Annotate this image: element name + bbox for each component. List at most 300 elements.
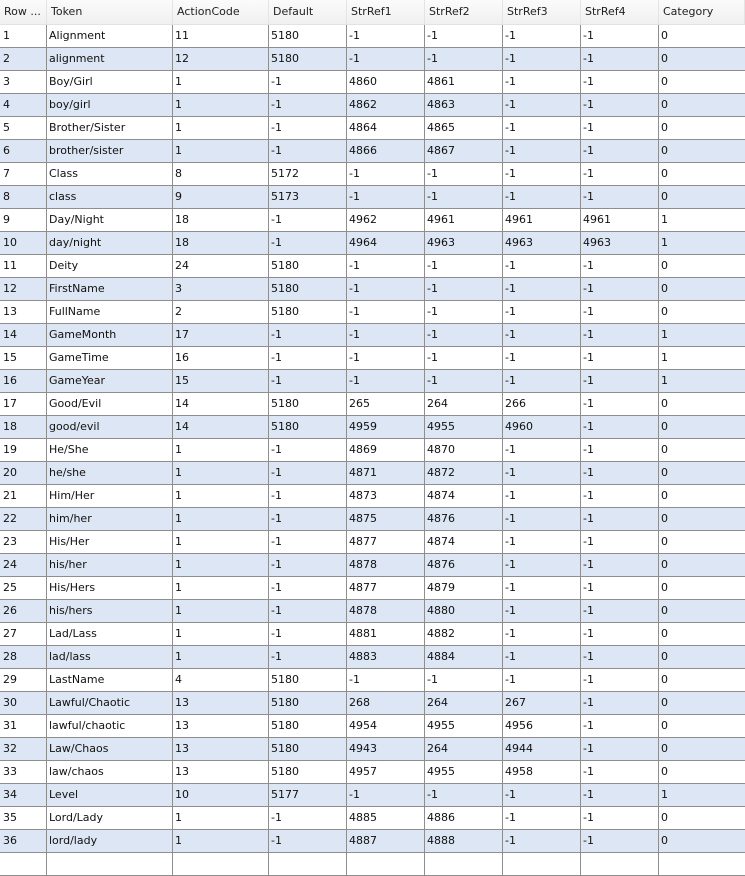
strref4-cell[interactable]: -1 <box>581 416 659 438</box>
default-cell[interactable]: -1 <box>269 140 347 162</box>
table-row[interactable] <box>0 761 745 784</box>
column-header-strref2[interactable]: StrRef2 <box>425 0 503 24</box>
strref1-cell[interactable]: 4885 <box>347 807 425 829</box>
column-header-token[interactable]: Token <box>47 0 173 24</box>
actioncode-cell[interactable]: 2 <box>173 301 269 323</box>
row-number-cell[interactable]: 15 <box>0 347 47 369</box>
strref4-cell[interactable]: -1 <box>581 347 659 369</box>
category-cell[interactable]: 0 <box>661 443 668 456</box>
strref2-cell[interactable]: -1 <box>425 48 503 70</box>
default-cell[interactable]: 5180 <box>269 669 347 691</box>
table-row[interactable] <box>0 347 745 370</box>
strref2-cell[interactable]: 4870 <box>425 439 503 461</box>
category-cell[interactable]: 1 <box>661 788 668 801</box>
strref1-cell[interactable]: 4883 <box>347 646 425 668</box>
row-number-cell[interactable]: 11 <box>0 255 47 277</box>
strref2-cell[interactable]: 4867 <box>425 140 503 162</box>
row-number-cell[interactable]: 1 <box>0 25 47 47</box>
table-row[interactable] <box>0 439 745 462</box>
strref2-cell[interactable]: -1 <box>425 186 503 208</box>
strref2-cell[interactable]: -1 <box>425 301 503 323</box>
token-cell[interactable]: Level <box>47 784 173 806</box>
category-cell[interactable]: 0 <box>661 98 668 111</box>
token-cell[interactable]: law/chaos <box>47 761 173 783</box>
default-cell[interactable]: -1 <box>269 531 347 553</box>
category-cell[interactable]: 0 <box>661 742 668 755</box>
strref1-cell[interactable]: -1 <box>347 48 425 70</box>
token-cell[interactable]: Brother/Sister <box>47 117 173 139</box>
category-cell[interactable]: 0 <box>661 397 668 410</box>
default-cell[interactable]: -1 <box>269 462 347 484</box>
default-cell[interactable]: 5180 <box>269 278 347 300</box>
category-cell[interactable]: 0 <box>661 512 668 525</box>
strref4-cell[interactable]: -1 <box>581 508 659 530</box>
table-row[interactable] <box>0 462 745 485</box>
strref2-cell[interactable]: -1 <box>425 324 503 346</box>
actioncode-cell[interactable]: 1 <box>173 71 269 93</box>
token-cell[interactable]: his/hers <box>47 600 173 622</box>
default-cell[interactable]: -1 <box>269 830 347 852</box>
default-cell[interactable]: 5180 <box>269 25 347 47</box>
strref2-cell[interactable]: -1 <box>425 370 503 392</box>
table-row[interactable] <box>0 25 745 48</box>
table-row[interactable] <box>0 163 745 186</box>
strref2-cell[interactable]: 264 <box>425 393 503 415</box>
actioncode-cell[interactable]: 4 <box>173 669 269 691</box>
table-row[interactable] <box>0 784 745 807</box>
actioncode-cell[interactable]: 1 <box>173 462 269 484</box>
actioncode-cell[interactable]: 1 <box>173 439 269 461</box>
token-cell[interactable]: lawful/chaotic <box>47 715 173 737</box>
token-cell[interactable]: he/she <box>47 462 173 484</box>
strref2-cell[interactable]: 4886 <box>425 807 503 829</box>
actioncode-cell[interactable]: 17 <box>173 324 269 346</box>
strref4-cell[interactable]: -1 <box>581 278 659 300</box>
category-cell[interactable]: 0 <box>661 420 668 433</box>
strref1-cell[interactable]: -1 <box>347 347 425 369</box>
table-row[interactable] <box>0 531 745 554</box>
token-cell[interactable]: Alignment <box>47 25 173 47</box>
row-number-cell[interactable]: 14 <box>0 324 47 346</box>
token-cell[interactable] <box>47 853 173 875</box>
category-cell[interactable]: 0 <box>661 834 668 847</box>
strref3-cell[interactable]: -1 <box>503 94 581 116</box>
default-cell[interactable]: 5180 <box>269 255 347 277</box>
strref2-cell[interactable]: 4963 <box>425 232 503 254</box>
row-number-cell[interactable]: 16 <box>0 370 47 392</box>
strref2-cell[interactable]: 4882 <box>425 623 503 645</box>
default-cell[interactable]: -1 <box>269 117 347 139</box>
actioncode-cell[interactable]: 1 <box>173 807 269 829</box>
strref3-cell[interactable]: -1 <box>503 623 581 645</box>
table-row[interactable] <box>0 48 745 71</box>
table-row[interactable] <box>0 278 745 301</box>
strref4-cell[interactable]: -1 <box>581 25 659 47</box>
strref2-cell[interactable]: -1 <box>425 25 503 47</box>
default-cell[interactable]: -1 <box>269 508 347 530</box>
strref3-cell[interactable]: -1 <box>503 508 581 530</box>
strref1-cell[interactable]: -1 <box>347 186 425 208</box>
row-number-cell[interactable]: 24 <box>0 554 47 576</box>
row-number-cell[interactable]: 33 <box>0 761 47 783</box>
strref4-cell[interactable]: -1 <box>581 324 659 346</box>
actioncode-cell[interactable]: 13 <box>173 761 269 783</box>
strref1-cell[interactable] <box>347 853 425 875</box>
strref2-cell[interactable]: 264 <box>425 738 503 760</box>
category-cell[interactable]: 0 <box>661 650 668 663</box>
row-number-cell[interactable]: 4 <box>0 94 47 116</box>
column-header-default[interactable]: Default <box>269 0 347 24</box>
strref1-cell[interactable]: -1 <box>347 669 425 691</box>
strref4-cell[interactable]: -1 <box>581 370 659 392</box>
strref2-cell[interactable]: 4879 <box>425 577 503 599</box>
strref2-cell[interactable]: 4884 <box>425 646 503 668</box>
actioncode-cell[interactable]: 18 <box>173 232 269 254</box>
strref1-cell[interactable]: 4878 <box>347 600 425 622</box>
category-cell[interactable]: 0 <box>661 75 668 88</box>
strref1-cell[interactable]: 4943 <box>347 738 425 760</box>
strref2-cell[interactable]: -1 <box>425 278 503 300</box>
token-cell[interactable]: Class <box>47 163 173 185</box>
table-row[interactable] <box>0 508 745 531</box>
strref3-cell[interactable]: -1 <box>503 370 581 392</box>
row-number-cell[interactable]: 36 <box>0 830 47 852</box>
table-row[interactable] <box>0 324 745 347</box>
table-row[interactable] <box>0 646 745 669</box>
default-cell[interactable]: 5180 <box>269 301 347 323</box>
strref4-cell[interactable]: -1 <box>581 761 659 783</box>
row-number-cell[interactable]: 2 <box>0 48 47 70</box>
token-cell[interactable]: FullName <box>47 301 173 323</box>
default-cell[interactable]: -1 <box>269 485 347 507</box>
strref2-cell[interactable]: 4961 <box>425 209 503 231</box>
strref3-cell[interactable]: -1 <box>503 600 581 622</box>
strref2-cell[interactable]: -1 <box>425 784 503 806</box>
default-cell[interactable]: 5180 <box>269 738 347 760</box>
strref3-cell[interactable]: 4960 <box>503 416 581 438</box>
strref1-cell[interactable]: -1 <box>347 784 425 806</box>
strref1-cell[interactable]: 4877 <box>347 577 425 599</box>
strref4-cell[interactable]: -1 <box>581 140 659 162</box>
strref1-cell[interactable]: 4871 <box>347 462 425 484</box>
strref3-cell[interactable]: -1 <box>503 117 581 139</box>
table-row[interactable] <box>0 623 745 646</box>
table-row[interactable] <box>0 301 745 324</box>
row-number-cell[interactable]: 28 <box>0 646 47 668</box>
strref1-cell[interactable]: 4878 <box>347 554 425 576</box>
strref4-cell[interactable]: -1 <box>581 301 659 323</box>
category-cell[interactable]: 0 <box>661 282 668 295</box>
default-cell[interactable]: -1 <box>269 554 347 576</box>
strref1-cell[interactable]: -1 <box>347 301 425 323</box>
column-header-strref4[interactable]: StrRef4 <box>581 0 659 24</box>
category-cell[interactable]: 0 <box>661 558 668 571</box>
token-cell[interactable]: His/Hers <box>47 577 173 599</box>
row-number-cell[interactable]: 7 <box>0 163 47 185</box>
token-cell[interactable]: Deity <box>47 255 173 277</box>
actioncode-cell[interactable]: 16 <box>173 347 269 369</box>
strref4-cell[interactable]: 4961 <box>581 209 659 231</box>
category-cell[interactable]: 0 <box>661 696 668 709</box>
strref4-cell[interactable]: -1 <box>581 692 659 714</box>
strref3-cell[interactable]: -1 <box>503 531 581 553</box>
default-cell[interactable]: -1 <box>269 94 347 116</box>
strref1-cell[interactable]: -1 <box>347 324 425 346</box>
actioncode-cell[interactable]: 1 <box>173 94 269 116</box>
token-cell[interactable]: him/her <box>47 508 173 530</box>
default-cell[interactable]: 5177 <box>269 784 347 806</box>
strref4-cell[interactable]: -1 <box>581 117 659 139</box>
row-number-cell[interactable]: 12 <box>0 278 47 300</box>
strref3-cell[interactable]: -1 <box>503 439 581 461</box>
strref3-cell[interactable]: -1 <box>503 186 581 208</box>
strref1-cell[interactable]: 4869 <box>347 439 425 461</box>
strref3-cell[interactable]: -1 <box>503 646 581 668</box>
row-number-cell[interactable]: 27 <box>0 623 47 645</box>
strref3-cell[interactable]: -1 <box>503 140 581 162</box>
strref2-cell[interactable]: 4880 <box>425 600 503 622</box>
actioncode-cell[interactable]: 15 <box>173 370 269 392</box>
row-number-cell[interactable]: 29 <box>0 669 47 691</box>
strref3-cell[interactable]: 4958 <box>503 761 581 783</box>
token-cell[interactable]: boy/girl <box>47 94 173 116</box>
category-cell[interactable]: 1 <box>661 328 668 341</box>
actioncode-cell[interactable]: 11 <box>173 25 269 47</box>
column-header-actioncode[interactable]: ActionCode <box>173 0 269 24</box>
row-number-cell[interactable]: 18 <box>0 416 47 438</box>
strref2-cell[interactable]: 4876 <box>425 508 503 530</box>
actioncode-cell[interactable]: 1 <box>173 830 269 852</box>
strref3-cell[interactable]: 267 <box>503 692 581 714</box>
row-number-cell[interactable]: 32 <box>0 738 47 760</box>
actioncode-cell[interactable]: 1 <box>173 600 269 622</box>
strref2-cell[interactable]: 4861 <box>425 71 503 93</box>
strref1-cell[interactable]: -1 <box>347 278 425 300</box>
row-number-cell[interactable]: 9 <box>0 209 47 231</box>
actioncode-cell[interactable]: 24 <box>173 255 269 277</box>
row-number-cell[interactable]: 34 <box>0 784 47 806</box>
strref3-cell[interactable]: 266 <box>503 393 581 415</box>
strref1-cell[interactable]: 4959 <box>347 416 425 438</box>
token-cell[interactable]: Lad/Lass <box>47 623 173 645</box>
table-row[interactable] <box>0 830 745 853</box>
strref3-cell[interactable]: 4956 <box>503 715 581 737</box>
token-cell[interactable]: his/her <box>47 554 173 576</box>
token-cell[interactable]: Good/Evil <box>47 393 173 415</box>
strref2-cell[interactable]: -1 <box>425 669 503 691</box>
category-cell[interactable]: 0 <box>661 190 668 203</box>
row-number-cell[interactable]: 26 <box>0 600 47 622</box>
row-number-cell[interactable]: 17 <box>0 393 47 415</box>
strref4-cell[interactable]: -1 <box>581 623 659 645</box>
table-row[interactable] <box>0 140 745 163</box>
strref2-cell[interactable]: 4955 <box>425 761 503 783</box>
token-cell[interactable]: day/night <box>47 232 173 254</box>
token-cell[interactable]: His/Her <box>47 531 173 553</box>
strref2-cell[interactable]: 4874 <box>425 485 503 507</box>
strref3-cell[interactable]: 4944 <box>503 738 581 760</box>
default-cell[interactable]: 5172 <box>269 163 347 185</box>
default-cell[interactable]: -1 <box>269 209 347 231</box>
actioncode-cell[interactable] <box>173 853 269 875</box>
strref3-cell[interactable]: -1 <box>503 278 581 300</box>
token-cell[interactable]: lad/lass <box>47 646 173 668</box>
strref4-cell[interactable] <box>581 853 659 875</box>
column-header-row-number[interactable]: Row ... <box>0 0 47 24</box>
category-cell[interactable]: 0 <box>661 535 668 548</box>
strref3-cell[interactable]: -1 <box>503 669 581 691</box>
category-cell[interactable]: 0 <box>661 305 668 318</box>
strref4-cell[interactable]: -1 <box>581 738 659 760</box>
token-cell[interactable]: lord/lady <box>47 830 173 852</box>
actioncode-cell[interactable]: 1 <box>173 508 269 530</box>
strref4-cell[interactable]: -1 <box>581 393 659 415</box>
strref1-cell[interactable]: 4875 <box>347 508 425 530</box>
strref2-cell[interactable]: 4874 <box>425 531 503 553</box>
default-cell[interactable]: -1 <box>269 600 347 622</box>
strref1-cell[interactable]: 4862 <box>347 94 425 116</box>
strref3-cell[interactable]: -1 <box>503 577 581 599</box>
column-header-strref3[interactable]: StrRef3 <box>503 0 581 24</box>
strref3-cell[interactable]: 4963 <box>503 232 581 254</box>
table-row[interactable] <box>0 186 745 209</box>
strref3-cell[interactable]: -1 <box>503 462 581 484</box>
token-cell[interactable]: Him/Her <box>47 485 173 507</box>
actioncode-cell[interactable]: 14 <box>173 393 269 415</box>
table-row[interactable] <box>0 485 745 508</box>
table-row[interactable] <box>0 71 745 94</box>
strref1-cell[interactable]: 4860 <box>347 71 425 93</box>
strref3-cell[interactable]: -1 <box>503 25 581 47</box>
token-cell[interactable]: Lord/Lady <box>47 807 173 829</box>
table-row[interactable] <box>0 94 745 117</box>
strref2-cell[interactable]: -1 <box>425 255 503 277</box>
actioncode-cell[interactable]: 12 <box>173 48 269 70</box>
strref4-cell[interactable]: -1 <box>581 255 659 277</box>
strref2-cell[interactable]: -1 <box>425 347 503 369</box>
actioncode-cell[interactable]: 14 <box>173 416 269 438</box>
category-cell[interactable]: 0 <box>661 627 668 640</box>
actioncode-cell[interactable]: 10 <box>173 784 269 806</box>
token-cell[interactable]: Lawful/Chaotic <box>47 692 173 714</box>
row-number-cell[interactable]: 10 <box>0 232 47 254</box>
strref4-cell[interactable]: -1 <box>581 48 659 70</box>
category-cell[interactable]: 0 <box>661 144 668 157</box>
actioncode-cell[interactable]: 1 <box>173 140 269 162</box>
category-cell[interactable] <box>659 853 745 875</box>
strref3-cell[interactable]: -1 <box>503 255 581 277</box>
table-row[interactable] <box>0 577 745 600</box>
category-cell[interactable]: 1 <box>661 236 668 249</box>
strref4-cell[interactable]: -1 <box>581 646 659 668</box>
strref1-cell[interactable]: 4881 <box>347 623 425 645</box>
default-cell[interactable]: -1 <box>269 623 347 645</box>
table-row[interactable] <box>0 554 745 577</box>
category-cell[interactable]: 1 <box>661 351 668 364</box>
table-row[interactable] <box>0 669 745 692</box>
default-cell[interactable]: -1 <box>269 646 347 668</box>
strref4-cell[interactable]: -1 <box>581 715 659 737</box>
category-cell[interactable]: 0 <box>661 673 668 686</box>
token-cell[interactable]: alignment <box>47 48 173 70</box>
token-cell[interactable]: Law/Chaos <box>47 738 173 760</box>
strref4-cell[interactable]: -1 <box>581 163 659 185</box>
default-cell[interactable]: -1 <box>269 232 347 254</box>
column-header-category[interactable]: Category <box>659 0 745 24</box>
strref1-cell[interactable]: 4873 <box>347 485 425 507</box>
category-cell[interactable]: 0 <box>661 489 668 502</box>
strref1-cell[interactable]: 4957 <box>347 761 425 783</box>
token-cell[interactable]: Day/Night <box>47 209 173 231</box>
category-cell[interactable]: 0 <box>661 52 668 65</box>
actioncode-cell[interactable]: 13 <box>173 692 269 714</box>
category-cell[interactable]: 0 <box>661 466 668 479</box>
category-cell[interactable]: 0 <box>661 121 668 134</box>
strref2-cell[interactable] <box>425 853 503 875</box>
actioncode-cell[interactable]: 1 <box>173 623 269 645</box>
row-number-cell[interactable]: 30 <box>0 692 47 714</box>
table-row[interactable] <box>0 117 745 140</box>
actioncode-cell[interactable]: 1 <box>173 577 269 599</box>
strref4-cell[interactable]: -1 <box>581 186 659 208</box>
strref2-cell[interactable]: -1 <box>425 163 503 185</box>
strref4-cell[interactable]: -1 <box>581 600 659 622</box>
actioncode-cell[interactable]: 1 <box>173 646 269 668</box>
row-number-cell[interactable]: 23 <box>0 531 47 553</box>
strref3-cell[interactable]: -1 <box>503 163 581 185</box>
table-row-partial[interactable] <box>0 853 745 876</box>
row-number-cell[interactable]: 21 <box>0 485 47 507</box>
strref3-cell[interactable]: -1 <box>503 784 581 806</box>
actioncode-cell[interactable]: 13 <box>173 738 269 760</box>
actioncode-cell[interactable]: 8 <box>173 163 269 185</box>
actioncode-cell[interactable]: 1 <box>173 117 269 139</box>
column-header-strref1[interactable]: StrRef1 <box>347 0 425 24</box>
strref1-cell[interactable]: 4877 <box>347 531 425 553</box>
strref2-cell[interactable]: 4955 <box>425 416 503 438</box>
table-row[interactable] <box>0 416 745 439</box>
category-cell[interactable]: 0 <box>661 811 668 824</box>
category-cell[interactable]: 0 <box>661 719 668 732</box>
default-cell[interactable]: 5180 <box>269 48 347 70</box>
strref2-cell[interactable]: 4865 <box>425 117 503 139</box>
strref1-cell[interactable]: 4887 <box>347 830 425 852</box>
actioncode-cell[interactable]: 1 <box>173 531 269 553</box>
token-cell[interactable]: GameTime <box>47 347 173 369</box>
actioncode-cell[interactable]: 3 <box>173 278 269 300</box>
category-cell[interactable]: 0 <box>661 167 668 180</box>
strref2-cell[interactable]: 4872 <box>425 462 503 484</box>
token-cell[interactable]: LastName <box>47 669 173 691</box>
table-row[interactable] <box>0 692 745 715</box>
strref2-cell[interactable]: 4955 <box>425 715 503 737</box>
actioncode-cell[interactable]: 13 <box>173 715 269 737</box>
token-cell[interactable]: FirstName <box>47 278 173 300</box>
actioncode-cell[interactable]: 18 <box>173 209 269 231</box>
actioncode-cell[interactable]: 1 <box>173 485 269 507</box>
default-cell[interactable]: 5180 <box>269 692 347 714</box>
row-number-cell[interactable]: 8 <box>0 186 47 208</box>
strref4-cell[interactable]: -1 <box>581 784 659 806</box>
strref3-cell[interactable]: -1 <box>503 830 581 852</box>
table-row[interactable] <box>0 393 745 416</box>
token-cell[interactable]: class <box>47 186 173 208</box>
table-row[interactable] <box>0 370 745 393</box>
strref3-cell[interactable]: -1 <box>503 301 581 323</box>
strref3-cell[interactable]: -1 <box>503 347 581 369</box>
default-cell[interactable]: -1 <box>269 577 347 599</box>
actioncode-cell[interactable]: 9 <box>173 186 269 208</box>
